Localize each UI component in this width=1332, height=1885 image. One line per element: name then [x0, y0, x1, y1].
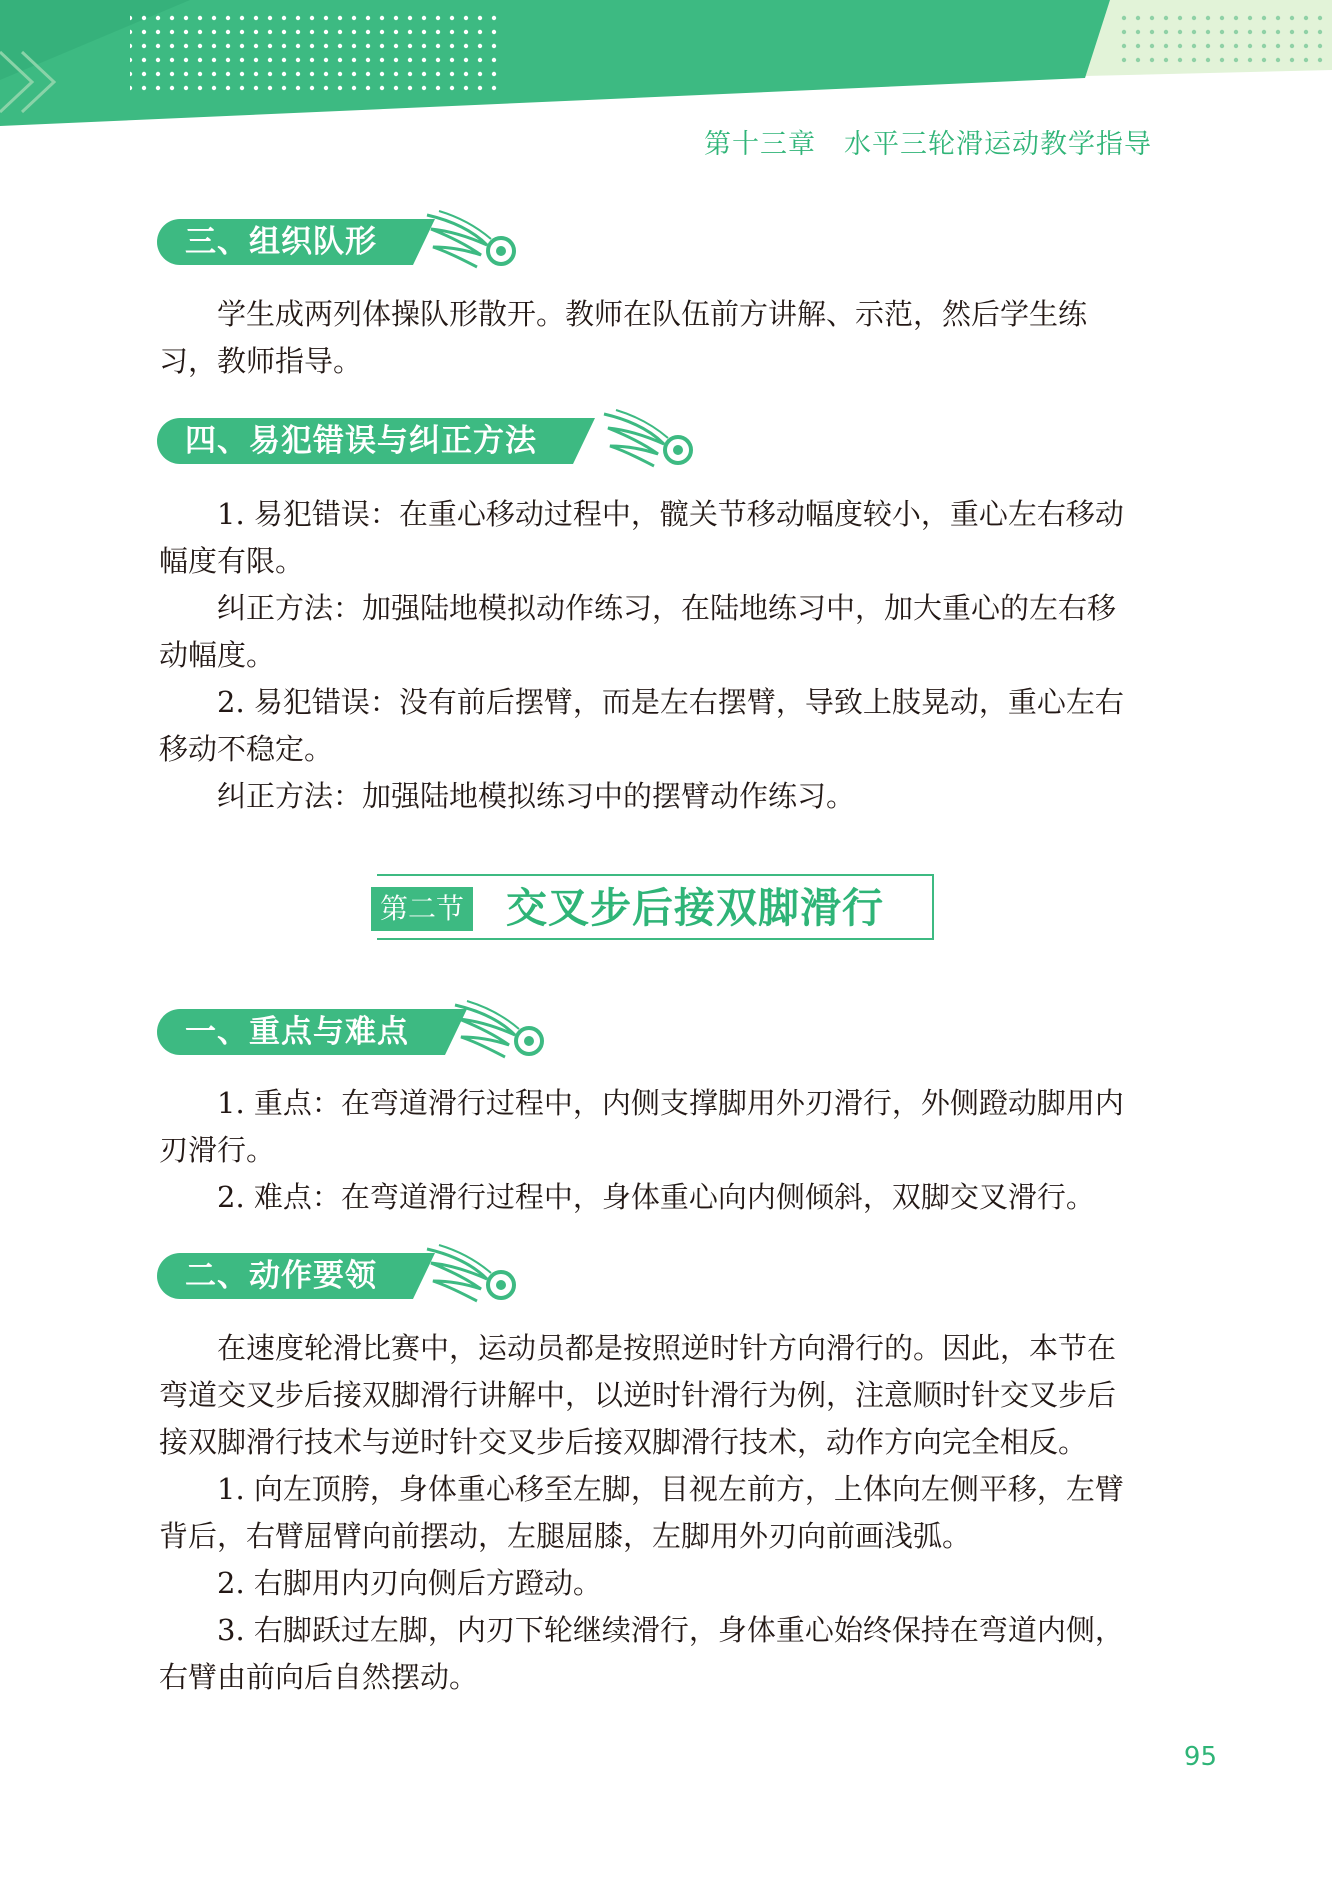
heading-text: 一、重点与难点: [185, 1014, 409, 1050]
winged-wheel-icon: [453, 997, 553, 1065]
heading-text: 三、组织队形: [185, 224, 377, 260]
winged-wheel-icon: [425, 207, 525, 275]
paragraph: 1. 重点：在弯道滑行过程中，内侧支撑脚用外刃滑行，外侧蹬动脚用内 刃滑行。: [159, 1086, 1124, 1167]
section-tag: 第二节: [371, 887, 473, 931]
heading-pill: [157, 418, 573, 464]
paragraph: 在速度轮滑比赛中，运动员都是按照逆时针方向滑行的。因此，本节在 弯道交叉步后接双脚滑行讲解中，以逆时针滑行为例，注意顺时针交叉步后 接双脚滑行技术与逆时针交叉步后接双脚滑行技术，动作方向完全相反。: [159, 1331, 1117, 1459]
paragraph: 学生成两列体操队形散开。教师在队伍前方讲解、示范，然后学生练 习，教师指导。: [159, 297, 1088, 378]
paragraph: 纠正方法：加强陆地模拟动作练习，在陆地练习中，加大重心的左右移 动幅度。: [159, 591, 1117, 672]
winged-wheel-icon: [602, 406, 702, 474]
heading-text: 二、动作要领: [185, 1258, 377, 1294]
running-header: 第十三章 水平三轮滑运动教学指导: [704, 129, 1152, 160]
paragraph: 1. 向左顶胯，身体重心移至左脚，目视左前方，上体向左侧平移，左臂 背后，右臂屈臂向前摆动，左腿屈膝，左脚用外刃向前画浅弧。: [159, 1472, 1124, 1553]
paragraph: 2. 易犯错误：没有前后摆臂，而是左右摆臂，导致上肢晃动，重心左右 移动不稳定。: [159, 685, 1124, 766]
paragraph: 1. 易犯错误：在重心移动过程中，髋关节移动幅度较小，重心左右移动 幅度有限。: [159, 497, 1124, 578]
heading-pill: [157, 219, 413, 265]
section-title: [371, 874, 936, 942]
paragraph: 2. 右脚用内刃向侧后方蹬动。: [159, 1566, 602, 1600]
header-banner: [0, 0, 1332, 130]
banner-dot-pattern-light: [1118, 14, 1328, 64]
heading-pill: [157, 1009, 445, 1055]
section-title-text: 交叉步后接双脚滑行: [506, 884, 884, 932]
banner-dot-pattern: [130, 12, 502, 94]
paragraph: 3. 右脚跃过左脚，内刃下轮继续滑行，身体重心始终保持在弯道内侧， 右臂由前向后自然摆动。: [159, 1613, 1124, 1694]
paragraph: 纠正方法：加强陆地模拟练习中的摆臂动作练习。: [159, 779, 856, 813]
heading-text: 四、易犯错误与纠正方法: [185, 423, 537, 459]
paragraph: 2. 难点：在弯道滑行过程中，身体重心向内侧倾斜，双脚交叉滑行。: [159, 1180, 1095, 1214]
heading-pill: [157, 1253, 413, 1299]
winged-wheel-icon: [425, 1241, 525, 1309]
page-number: 95: [1183, 1742, 1217, 1772]
